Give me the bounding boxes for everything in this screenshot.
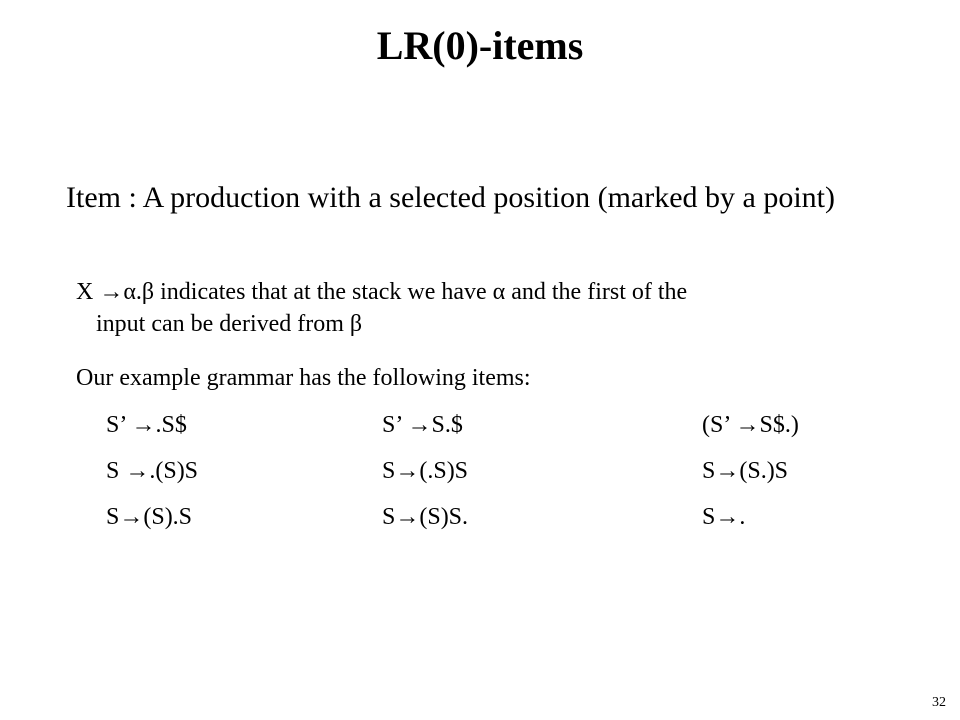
lr0-item: S→(S)S.: [382, 504, 469, 530]
explanation-line-1: X →α.β indicates that at the stack we have α and the first of the: [76, 279, 688, 305]
lr0-item: S→.: [702, 504, 746, 530]
lr0-item: S →.(S)S: [106, 458, 199, 484]
lr0-item: S’ →S.$: [382, 412, 463, 438]
lr0-item: S→(S.)S: [702, 458, 789, 484]
lr0-item: S→(.S)S: [382, 458, 469, 484]
explanation-line-2: input can be derived from β: [96, 311, 363, 337]
lr0-item: S’ →.S$: [106, 412, 187, 438]
item-definition: Item : A production with a selected position (marked by a point): [66, 181, 835, 214]
slide-title: LR(0)-items: [376, 23, 584, 68]
lr0-item: (S’ →S$.): [702, 412, 799, 438]
page-number: 32: [932, 695, 946, 710]
items-intro: Our example grammar has the following items:: [76, 365, 531, 391]
item-explanation: [76, 276, 906, 340]
lr0-item: S→(S).S: [106, 504, 193, 530]
